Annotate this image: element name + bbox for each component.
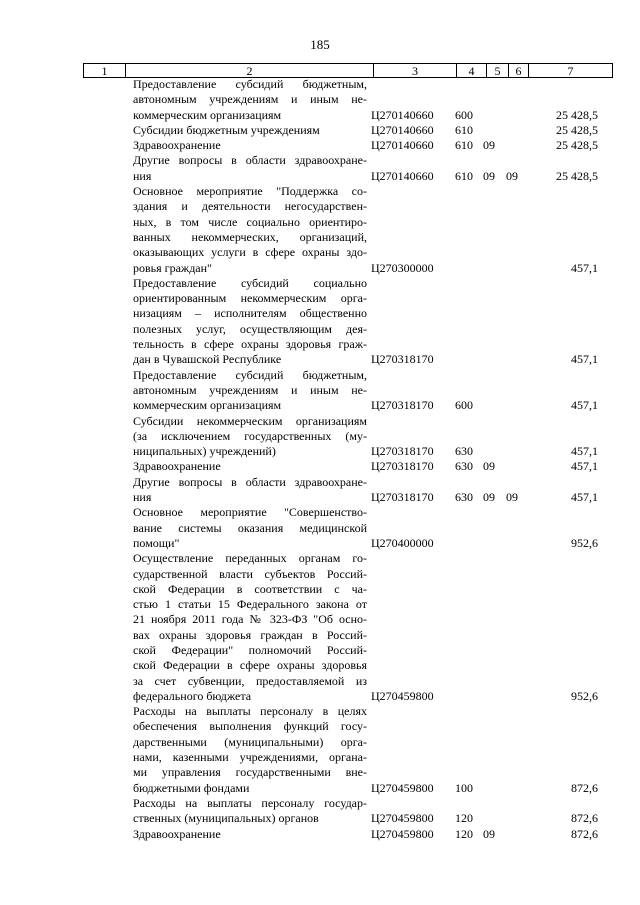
row-name-line: Расходы на выплаты персоналу в целях: [133, 704, 367, 719]
row-name-line: коммерческим организациям: [133, 107, 282, 122]
table-row: [0, 827, 640, 842]
row-name-line: 21 ноября 2011 года № 323-ФЗ "Об осно-: [133, 612, 367, 627]
amount: 457,1: [571, 444, 598, 459]
row-name-line: Здравоохранение: [133, 826, 221, 841]
row-name: [133, 475, 367, 506]
row-name: [133, 184, 367, 276]
row-name-line: ми управления государственными вне-: [133, 765, 367, 780]
target-code: Ц270459800: [371, 688, 434, 703]
table-row: [0, 459, 640, 474]
target-code: Ц270318170: [371, 490, 434, 505]
amount: 872,6: [571, 811, 598, 826]
target-code: Ц270318170: [371, 352, 434, 367]
expense-type-code: 600: [455, 107, 473, 122]
table-row: [0, 368, 640, 414]
row-name-line: Предоставление субсидий бюджетным,: [133, 367, 367, 382]
amount: 25 428,5: [556, 107, 598, 122]
amount: 457,1: [571, 490, 598, 505]
row-name: [133, 505, 367, 551]
section-code: 09: [483, 459, 495, 474]
row-name-line: Субсидии некоммерческим организациям: [133, 413, 367, 428]
row-name-line: Предоставление субсидий бюджетным,: [133, 77, 367, 91]
target-code: Ц270459800: [371, 780, 434, 795]
row-name-line: ния: [133, 490, 152, 505]
target-code: Ц270140660: [371, 107, 434, 122]
row-name-line: Расходы на выплаты персоналу государ-: [133, 795, 367, 810]
row-name-line: ных, в том числе социально ориентиро-: [133, 214, 367, 229]
section-code: 09: [483, 168, 495, 183]
row-name-line: Осуществление переданных органам го-: [133, 551, 367, 566]
target-code: Ц270140660: [371, 138, 434, 153]
amount: 457,1: [571, 352, 598, 367]
target-code: Ц270318170: [371, 459, 434, 474]
row-name-line: помощи": [133, 535, 180, 550]
expense-type-code: 610: [455, 138, 473, 153]
row-name-line: оказывающих услуги в сфере охраны здо-: [133, 245, 367, 260]
table-row: [0, 138, 640, 153]
expense-type-code: 120: [455, 811, 473, 826]
row-name-line: ния: [133, 168, 152, 183]
table-row: [0, 796, 640, 827]
row-name-line: федерального бюджета: [133, 688, 252, 703]
column-header-4: 4: [457, 64, 487, 78]
row-name-line: бюджетными фондами: [133, 780, 250, 795]
row-name-line: Предоставление субсидий социально: [133, 275, 367, 290]
section-code: 09: [483, 490, 495, 505]
target-code: Ц270459800: [371, 826, 434, 841]
section-code: 09: [483, 138, 495, 153]
row-name-line: дан в Чувашской Республике: [133, 352, 282, 367]
row-name-line: ской Федерации в соответствии с ча-: [133, 581, 367, 596]
target-code: Ц270140660: [371, 168, 434, 183]
row-name-line: ской Федерации" полномочий Россий-: [133, 642, 367, 657]
row-name-line: обеспечения выполнения функций госу-: [133, 719, 367, 734]
row-name-line: низациям – исполнителям общественно: [133, 306, 367, 321]
row-name-line: ровья граждан": [133, 260, 212, 275]
budget-table-body: [0, 77, 640, 842]
section-code: 09: [483, 826, 495, 841]
amount: 457,1: [571, 398, 598, 413]
table-row: [0, 475, 640, 506]
table-row: [0, 704, 640, 796]
column-header-2: 2: [126, 64, 374, 78]
expense-type-code: 610: [455, 168, 473, 183]
row-name-line: нами, казенными учреждениями, органа-: [133, 750, 367, 765]
row-name-line: вание системы оказания медицинской: [133, 520, 367, 535]
column-header-6: 6: [509, 64, 529, 78]
row-name-line: (за исключением государственных (му-: [133, 428, 367, 443]
expense-type-code: 600: [455, 398, 473, 413]
target-code: Ц270318170: [371, 444, 434, 459]
amount: 25 428,5: [556, 168, 598, 183]
table-row: [0, 153, 640, 184]
row-name-line: ниципальных) учреждений): [133, 444, 276, 459]
row-name-line: ской Федерации в сфере охраны здоровья: [133, 658, 367, 673]
row-name-line: здания и деятельности негосударствен-: [133, 199, 367, 214]
table-row: [0, 184, 640, 276]
row-name-line: Другие вопросы в области здравоохране-: [133, 474, 367, 489]
expense-type-code: 610: [455, 122, 473, 137]
column-header-5: 5: [487, 64, 509, 78]
row-name-line: Основное мероприятие "Поддержка со-: [133, 184, 367, 199]
target-code: Ц270140660: [371, 122, 434, 137]
row-name: [133, 368, 367, 414]
row-name-line: вах охраны здоровья граждан в Россий-: [133, 627, 367, 642]
row-name-line: полезных услуг, осуществляющим дея-: [133, 321, 367, 336]
row-name-line: стью 1 статьи 15 Федерального закона от: [133, 597, 367, 612]
row-name-line: за счет субвенции, предоставляемой из: [133, 673, 367, 688]
row-name-line: Другие вопросы в области здравоохране-: [133, 153, 367, 168]
amount: 872,6: [571, 826, 598, 841]
page-number: 185: [310, 37, 330, 52]
row-name-line: Основное мероприятие "Совершенство-: [133, 505, 367, 520]
amount: 872,6: [571, 780, 598, 795]
expense-type-code: 630: [455, 490, 473, 505]
amount: 457,1: [571, 260, 598, 275]
row-name: [133, 827, 367, 842]
row-name: [133, 138, 367, 153]
row-name-line: Здравоохранение: [133, 138, 221, 153]
column-header-3: 3: [374, 64, 457, 78]
subsection-code: 09: [506, 490, 518, 505]
row-name: [133, 796, 367, 827]
expense-type-code: 120: [455, 826, 473, 841]
amount: 25 428,5: [556, 138, 598, 153]
column-header-7: 7: [529, 64, 613, 78]
row-name: [133, 123, 367, 138]
amount: 25 428,5: [556, 122, 598, 137]
row-name: [133, 153, 367, 184]
row-name-line: дарственными (муниципальными) орга-: [133, 734, 367, 749]
expense-type-code: 630: [455, 444, 473, 459]
table-row: [0, 276, 640, 368]
expense-type-code: 100: [455, 780, 473, 795]
table-row: [0, 414, 640, 460]
target-code: Ц270459800: [371, 811, 434, 826]
row-name-line: Здравоохранение: [133, 459, 221, 474]
table-row: [0, 123, 640, 138]
row-name-line: ванных некоммерческих, организаций,: [133, 229, 367, 244]
expense-type-code: 630: [455, 459, 473, 474]
row-name: [133, 276, 367, 368]
row-name-line: Субсидии бюджетным учреждениям: [133, 122, 320, 137]
target-code: Ц270300000: [371, 260, 434, 275]
amount: 952,6: [571, 688, 598, 703]
row-name-line: автономным учреждениям и иным не-: [133, 92, 367, 107]
row-name-line: ственных (муниципальных) органов: [133, 811, 319, 826]
amount: 457,1: [571, 459, 598, 474]
column-header-row: [83, 63, 613, 78]
table-row: [0, 505, 640, 551]
target-code: Ц270400000: [371, 535, 434, 550]
amount: 952,6: [571, 535, 598, 550]
subsection-code: 09: [506, 168, 518, 183]
row-name-line: коммерческим организациям: [133, 398, 282, 413]
row-name: [133, 704, 367, 796]
row-name: [133, 551, 367, 704]
row-name-line: автономным учреждениям и иным не-: [133, 382, 367, 397]
table-row: [0, 77, 640, 123]
column-header-1: 1: [84, 64, 126, 78]
row-name: [133, 414, 367, 460]
row-name: [133, 459, 367, 474]
row-name: [133, 77, 367, 123]
target-code: Ц270318170: [371, 398, 434, 413]
row-name-line: тельность в сфере охраны здоровья граж-: [133, 337, 367, 352]
row-name-line: сударственной власти субъектов Россий-: [133, 566, 367, 581]
table-row: [0, 551, 640, 704]
row-name-line: ориентированным некоммерческим орга-: [133, 291, 367, 306]
